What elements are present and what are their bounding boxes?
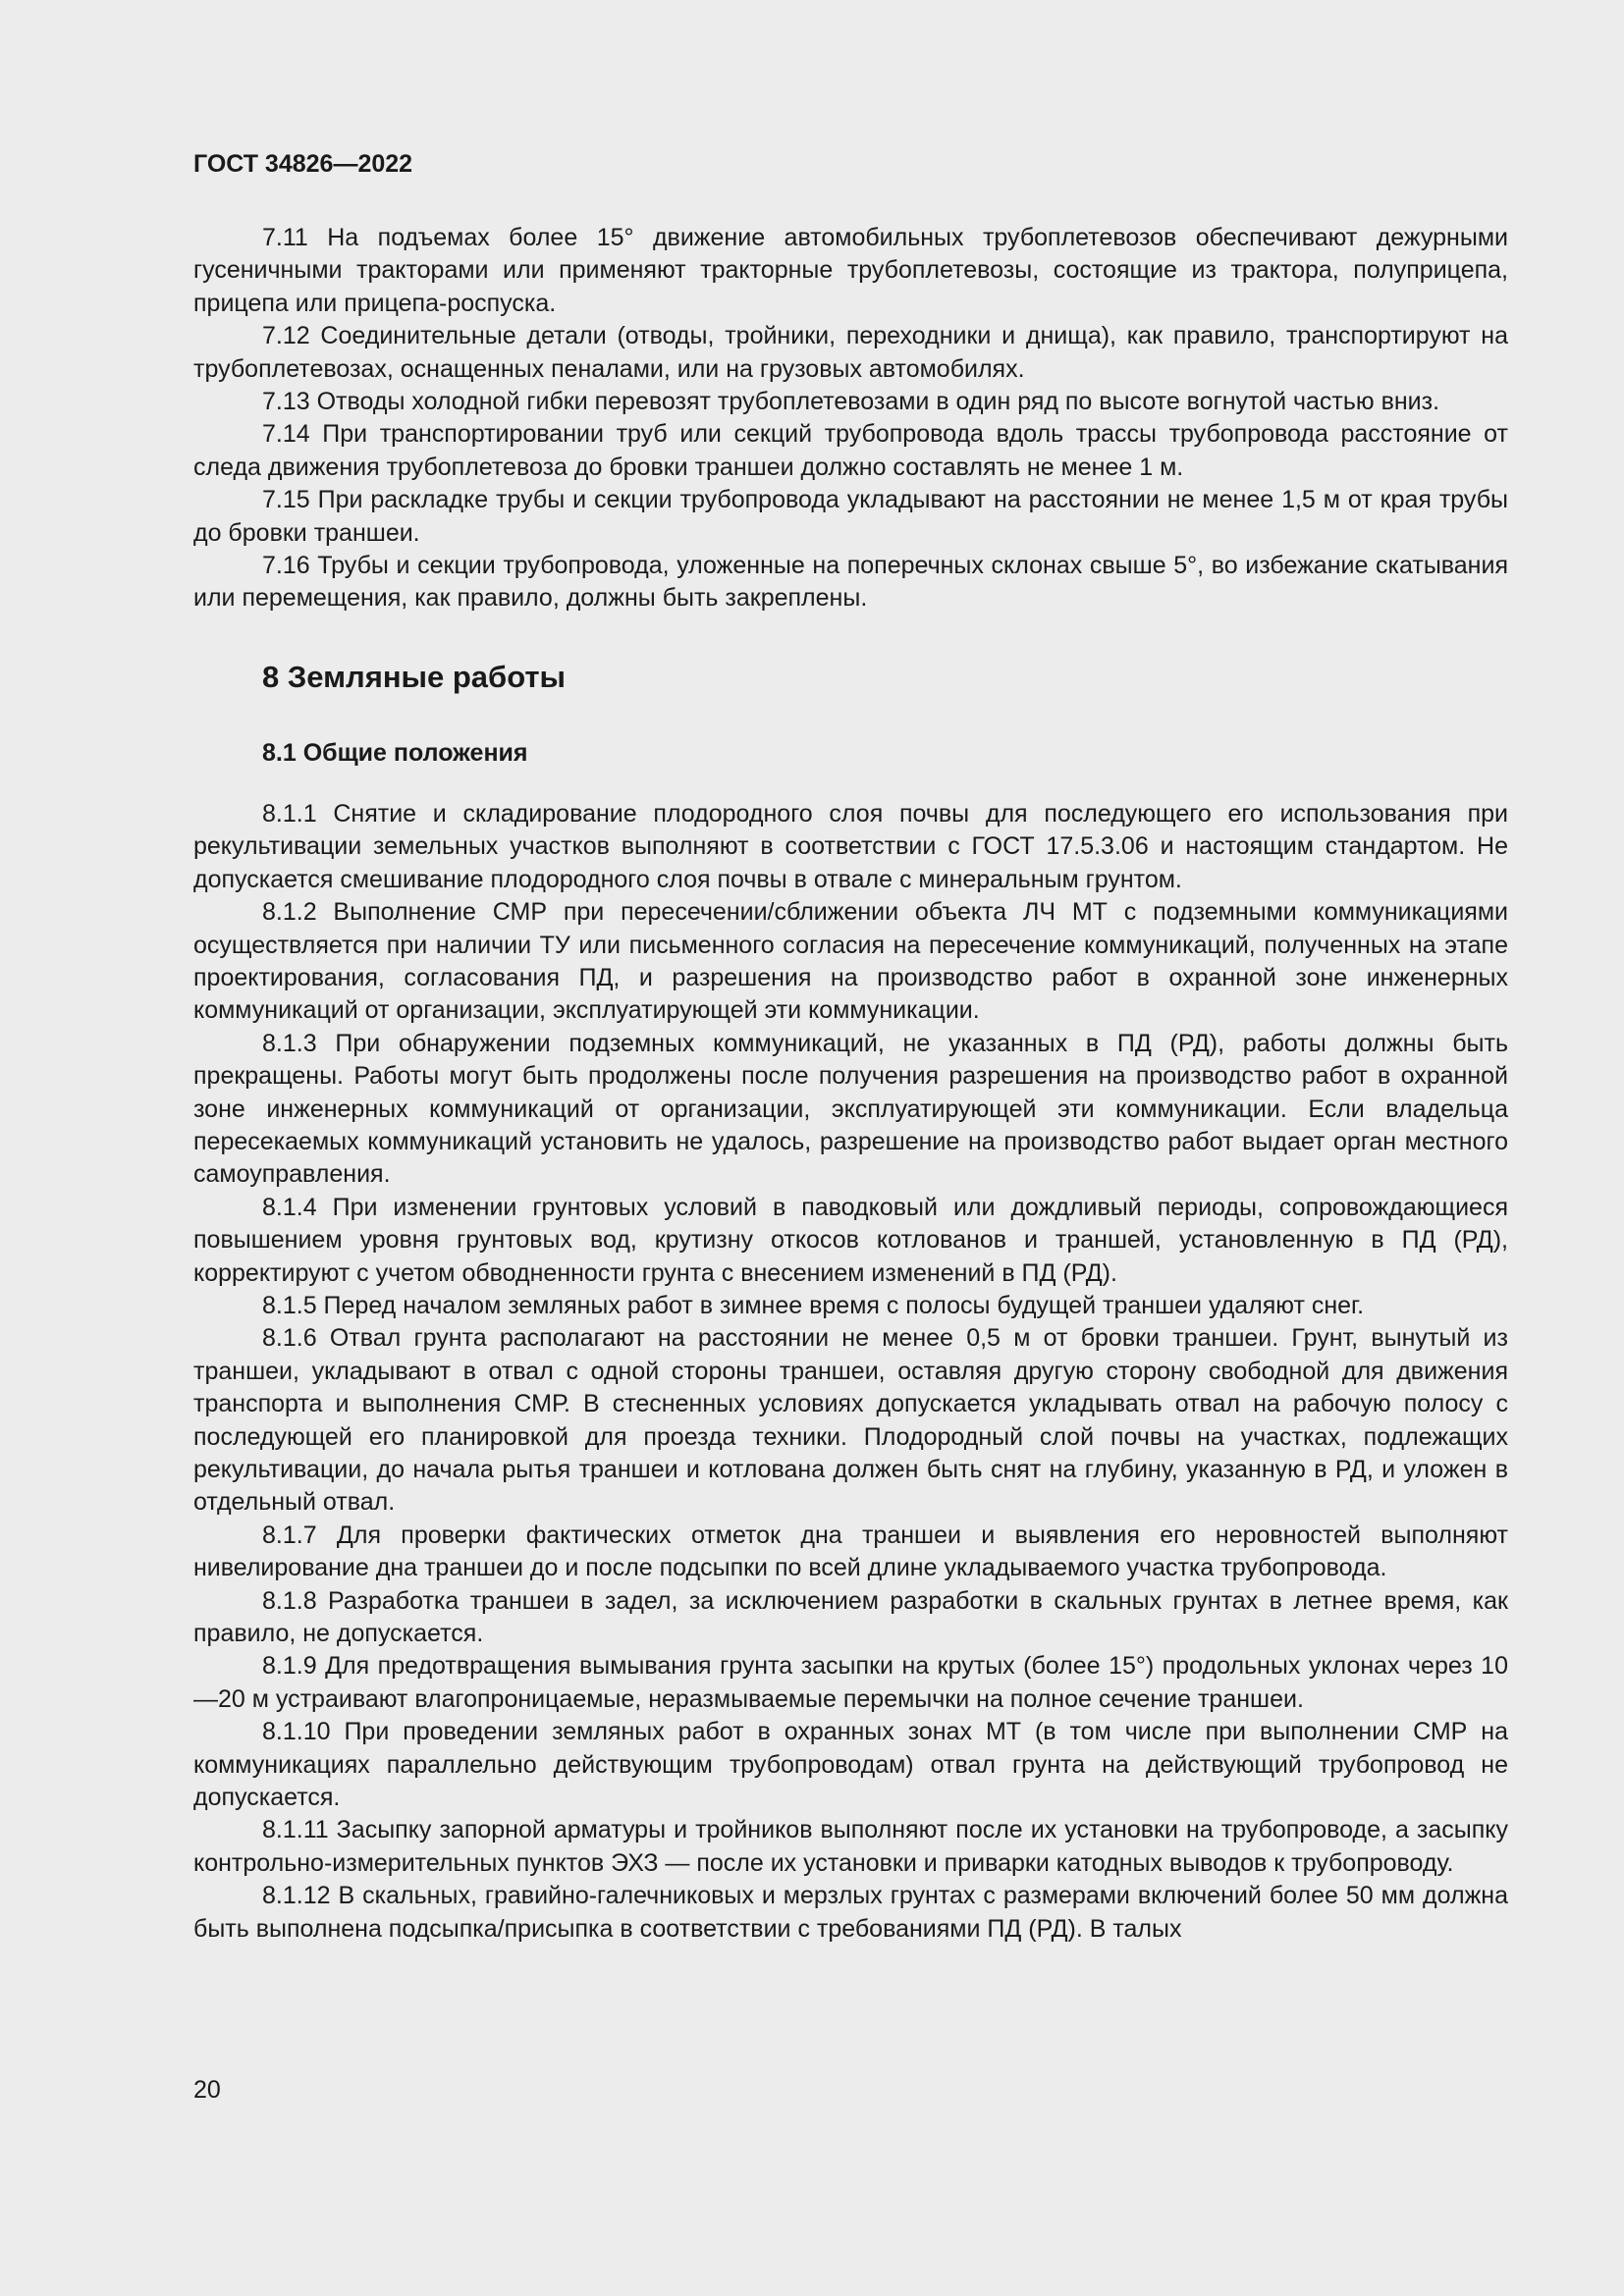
paragraph-8-1-4: 8.1.4 При изменении грунтовых условий в паводковый или дождливый периоды, сопровождающиеся повышением уровня грунтовых вод, крутизну откосов котлованов и траншей, установленную в ПД (РД), корректируют с учетом обводненности грунта с внесением изменений в ПД (РД). bbox=[193, 1193, 1508, 1287]
paragraph-8-1-7: 8.1.7 Для проверки фактических отметок дна траншеи и выявления его неровностей выполняют нивелирование дна траншеи до и после подсыпки по всей длине укладываемого участка трубопровода. bbox=[193, 1521, 1508, 1582]
paragraph-7-15: 7.15 При раскладке трубы и секции трубопровода укладывают на расстоянии не менее 1,5 м от края трубы до бровки траншеи. bbox=[193, 486, 1508, 547]
paragraph-7-14: 7.14 При транспортировании труб или секций трубопровода вдоль трассы трубопровода расстояние от следа движения трубоплетевоза до бровки траншеи должно составлять не менее 1 м. bbox=[193, 420, 1508, 481]
paragraph-8-1-5: 8.1.5 Перед началом земляных работ в зимнее время с полосы будущей траншеи удаляют снег. bbox=[262, 1291, 1365, 1319]
section-7-body bbox=[193, 222, 1508, 615]
document-header: ГОСТ 34826—2022 bbox=[193, 150, 413, 178]
paragraph-7-16: 7.16 Трубы и секции трубопровода, уложенные на поперечных склонах свыше 5°, во избежание скатывания или перемещения, как правило, должны быть закреплены. bbox=[193, 552, 1508, 613]
section-8-title: 8 Земляные работы bbox=[262, 659, 567, 694]
paragraph-8-1-12: 8.1.12 В скальных, гравийно-галечниковых и мерзлых грунтах с размерами включений более 50 мм должна быть выполнена подсыпка/присыпка в соответствии с требованиями ПД (РД). В талых bbox=[193, 1882, 1508, 1943]
section-8-body bbox=[193, 798, 1508, 1946]
paragraph-7-13: 7.13 Отводы холодной гибки перевозят трубоплетевозами в один ряд по высоте вогнутой частью вниз. bbox=[262, 388, 1440, 416]
paragraph-8-1-6: 8.1.6 Отвал грунта располагают на расстоянии не менее 0,5 м от бровки траншеи. Грунт, вынутый из траншеи, укладывают в отвал с одной стороны траншеи, оставляя другую сторону свободной для движения транспорта и выполнения СМР. В стесненных условиях допускается укладывать отвал на рабочую полосу с последующей его планировкой для проезда техники. Плодородный слой почвы на участках, подлежащих рекультивации, до начала рытья траншеи и котлована должен быть снят на глубину, указанную в РД, и уложен в отдельный отвал. bbox=[193, 1324, 1508, 1517]
paragraph-7-11: 7.11 На подъемах более 15° движение автомобильных трубоплетевозов обеспечивают дежурными гусеничными тракторами или применяют тракторные трубоплетевозы, состоящие из трактора, полуприцепа, прицепа или прицепа-роспуска. bbox=[193, 224, 1508, 317]
paragraph-8-1-3: 8.1.3 При обнаружении подземных коммуникаций, не указанных в ПД (РД), работы должны быть прекращены. Работы могут быть продолжены после получения разрешения на производство работ в охранной зоне инженерных коммуникаций от организации, эксплуатирующей эти коммуникации. Если владельца пересекаемых коммуникаций установить не удалось, разрешение на производство работ выдает орган местного самоуправления. bbox=[193, 1029, 1508, 1189]
page-number: 20 bbox=[193, 2076, 221, 2104]
paragraph-8-1-8: 8.1.8 Разработка траншеи в задел, за исключением разработки в скальных грунтах в летнее время, как правило, не допускается. bbox=[193, 1586, 1508, 1648]
paragraph-7-12: 7.12 Соединительные детали (отводы, тройники, переходники и днища), как правило, транспортируют на трубоплетевозах, оснащенных пеналами, или на грузовых автомобилях. bbox=[193, 322, 1508, 383]
paragraph-8-1-2: 8.1.2 Выполнение СМР при пересечении/сближении объекта ЛЧ МТ с подземными коммуникациями осуществляется при наличии ТУ или письменного согласия на пересечение коммуникаций, полученных на этапе проектирования, согласования ПД, и разрешения на производство работ в охранной зоне инженерных коммуникаций от организации, эксплуатирующей эти коммуникации. bbox=[193, 898, 1508, 1025]
paragraph-8-1-1: 8.1.1 Снятие и складирование плодородного слоя почвы для последующего его использования при рекультивации земельных участков выполняют в соответствии с ГОСТ 17.5.3.06 и настоящим стандартом. Не допускается смешивание плодородного слоя почвы в отвале с минеральным грунтом. bbox=[193, 799, 1508, 893]
paragraph-8-1-10: 8.1.10 При проведении земляных работ в охранных зонах МТ (в том числе при выполнении СМР на коммуникациях параллельно действующим трубопроводам) отвал грунта на действующий трубопровод не допускается. bbox=[193, 1718, 1508, 1812]
paragraph-8-1-9: 8.1.9 Для предотвращения вымывания грунта засыпки на крутых (более 15°) продольных уклонах через 10—20 м устраивают влагопроницаемые, неразмываемые перемычки на полное сечение траншеи. bbox=[193, 1652, 1508, 1713]
paragraph-8-1-11: 8.1.11 Засыпку запорной арматуры и тройников выполняют после их установки на трубопроводе, а засыпку контрольно-измерительных пунктов ЭХЗ — после их установки и приварки катодных выводов к трубопроводу. bbox=[193, 1816, 1508, 1877]
subsection-8-1-title: 8.1 Общие положения bbox=[262, 738, 528, 767]
